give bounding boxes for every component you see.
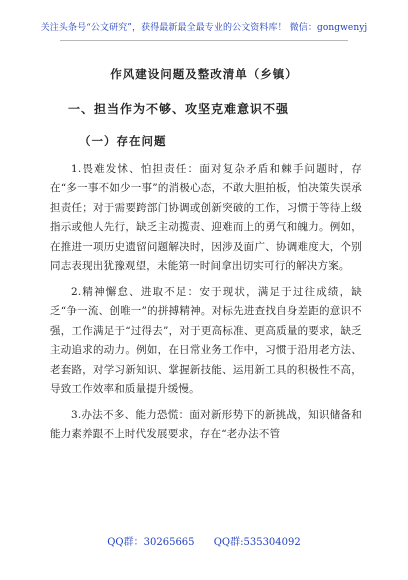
footer-qq-group-1: QQ群：30265665 xyxy=(107,537,195,548)
header-banner: 关注头条号“公文研究”，获得最新最全最专业的公文资料库！ 微信：gongwenyj xyxy=(40,23,368,33)
subsection-heading: （一）存在问题 xyxy=(79,134,167,148)
header-divider xyxy=(60,40,348,41)
paragraph-3: 3.办法不多、能力恐慌：面对新形势下的新挑战，知识储备和能力素养跟不上时代发展要求，存在“老办法不管 xyxy=(50,409,362,441)
footer-qq-group-2: QQ群:535304092 xyxy=(213,537,301,548)
footer-contact xyxy=(0,533,408,548)
body-text xyxy=(50,160,362,451)
paragraph-1: 1.畏难发怵、怕担责任：面对复杂矛盾和棘手问题时，存在“多一事不如少一事”的消极心态，不敢大胆拍板，怕决策失误承担责任；对于需要跨部门协调或创新突破的工作，习惯于等待上级指示或他人先行，缺乏主动揽责、迎难而上的勇气和魄力。例如，在推进一项历史遗留问题解决时，因涉及面广、协调难度大，个别同志表现出犹豫观望，未能第一时间拿出切实可行的解决方案。 xyxy=(50,163,362,273)
document-title: 作风建设问题及整改清单（乡镇） xyxy=(110,67,298,81)
paragraph-2: 2.精神懈怠、进取不足：安于现状，满足于过往成绩，缺乏“争一流、创唯一”的拼搏精神。对标先进查找自身差距的意识不强，工作满足于“过得去”，对于更高标准、更高质量的要求，缺乏主动追求的动力。例如，在日常业务工作中，习惯于沿用老方法、老套路，对学习新知识、掌握新技能、运用新工具的积极性不高，导致工作效率和质量提升缓慢。 xyxy=(50,286,362,396)
section-heading: 一、担当作为不够、攻坚克难意识不强 xyxy=(68,102,290,116)
